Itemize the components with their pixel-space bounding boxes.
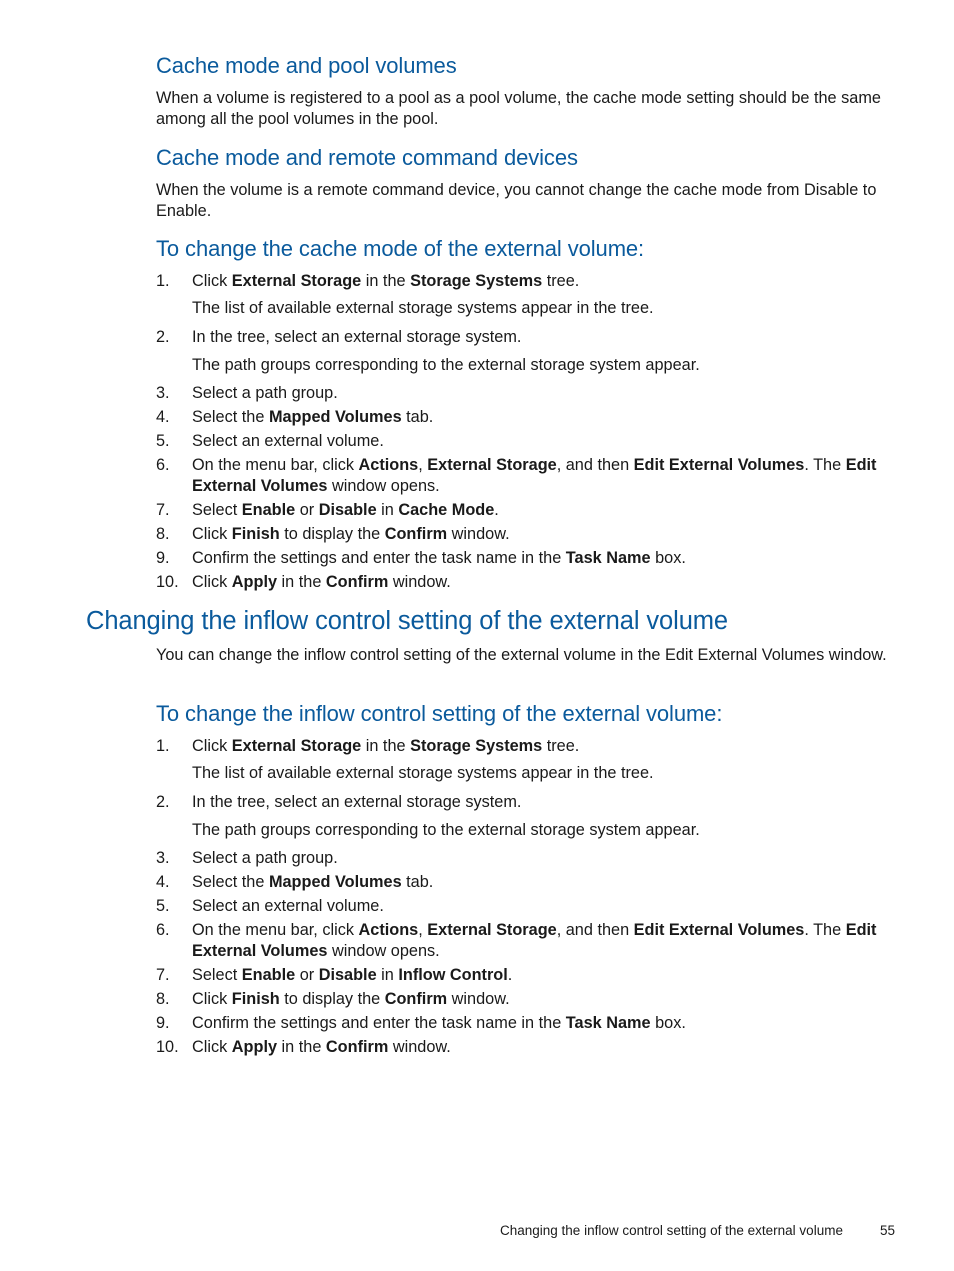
step-result-text: The path groups corresponding to the external storage system appear.: [192, 356, 700, 374]
step-number: 10.: [156, 1038, 179, 1056]
heading-inflow-main: Changing the inflow control setting of the external volume: [86, 607, 728, 635]
heading-cache-pool: Cache mode and pool volumes: [156, 53, 457, 78]
step-text-run: ,: [418, 456, 428, 474]
paragraph-inflow-main: You can change the inflow control setting of the external volume in the Edit External Volumes window.: [156, 646, 887, 664]
heading-cache-remote: Cache mode and remote command devices: [156, 145, 578, 170]
ui-term: Inflow Control: [398, 966, 508, 984]
step-text: [192, 327, 892, 348]
ui-term: Confirm: [325, 1038, 389, 1056]
step-result-text: The list of available external storage systems appear in the tree.: [192, 764, 654, 782]
footer-page-number: 55: [880, 1223, 896, 1238]
step-text: [192, 548, 892, 569]
step-text-run: Select: [192, 966, 242, 984]
step-text-run: tab.: [401, 873, 434, 891]
step-text-run: Select: [192, 501, 242, 519]
step-text-run: in the: [277, 573, 326, 591]
ui-term: Task Name: [565, 1014, 651, 1032]
step-text: [192, 524, 892, 545]
ui-term: Storage Systems: [410, 272, 543, 290]
step-text-run: Confirm the settings and enter the task name in the: [192, 1014, 566, 1032]
step-result-text: The list of available external storage systems appear in the tree.: [192, 299, 654, 317]
heading-cache-procedure: To change the cache mode of the external volume:: [156, 236, 645, 261]
ui-term: Edit External Volumes: [192, 456, 877, 495]
step-text: [192, 896, 892, 917]
step-text-run: ,: [418, 921, 428, 939]
step-text-run: Click: [192, 525, 232, 543]
ui-term: Confirm: [384, 525, 448, 543]
step-text-run: , and then: [556, 456, 634, 474]
step-result-text: The path groups corresponding to the external storage system appear.: [192, 821, 700, 839]
step-number: 3.: [156, 849, 170, 867]
ui-term: Actions: [358, 456, 419, 474]
step-number: 5.: [156, 432, 170, 450]
step-text-run: Select an external volume.: [192, 432, 384, 450]
step-number: 10.: [156, 573, 179, 591]
step-text-run: in: [376, 501, 399, 519]
step-number: 5.: [156, 897, 170, 915]
ui-term: Actions: [358, 921, 419, 939]
step-text: [192, 989, 892, 1010]
step-text: [192, 407, 892, 428]
step-text-run: Select the: [192, 873, 269, 891]
step-number: 2.: [156, 793, 170, 811]
ui-term: External Storage: [231, 272, 362, 290]
step-text-run: Select an external volume.: [192, 897, 384, 915]
step-text-run: in the: [277, 1038, 326, 1056]
step-number: 8.: [156, 990, 170, 1008]
ui-term: Apply: [231, 1038, 278, 1056]
step-text-run: .: [507, 966, 513, 984]
ui-term: Confirm: [384, 990, 448, 1008]
ui-term: Mapped Volumes: [268, 408, 402, 426]
ui-term: External Storage: [427, 456, 557, 474]
ui-term: Storage Systems: [410, 737, 543, 755]
step-number: 2.: [156, 328, 170, 346]
ui-term: Mapped Volumes: [268, 873, 402, 891]
step-text-run: Confirm the settings and enter the task name in the: [192, 549, 566, 567]
step-text-run: Click: [192, 573, 232, 591]
step-text: [192, 1013, 892, 1034]
step-text-run: In the tree, select an external storage system.: [192, 793, 522, 811]
step-text-run: Click: [192, 272, 232, 290]
step-text: [192, 920, 892, 962]
step-text-run: box.: [650, 1014, 686, 1032]
ui-term: Edit External Volumes: [633, 921, 805, 939]
step-text: [192, 431, 892, 452]
step-text-run: window.: [447, 525, 510, 543]
step-text-run: .: [494, 501, 499, 519]
step-number: 9.: [156, 549, 170, 567]
step-text: [192, 271, 892, 292]
step-text-run: to display the: [279, 990, 385, 1008]
step-number: 4.: [156, 873, 170, 891]
step-text: [192, 455, 892, 497]
step-text-run: Select a path group.: [192, 384, 338, 402]
step-text: [192, 572, 892, 593]
step-text: [192, 1037, 892, 1058]
ui-term: Finish: [231, 990, 280, 1008]
step-text-run: in the: [361, 737, 411, 755]
ui-term: Disable: [318, 966, 377, 984]
step-text-run: Click: [192, 990, 232, 1008]
step-text-run: . The: [804, 456, 846, 474]
ui-term: Enable: [241, 501, 296, 519]
step-number: 7.: [156, 501, 170, 519]
paragraph-cache-remote: When the volume is a remote command device, you cannot change the cache mode from Disable to Enable.: [156, 181, 877, 220]
step-text-run: Select the: [192, 408, 269, 426]
step-text-run: Click: [192, 737, 232, 755]
step-number: 6.: [156, 921, 170, 939]
heading-inflow-procedure: To change the inflow control setting of the external volume:: [156, 701, 723, 726]
step-text-run: window.: [388, 573, 451, 591]
step-text-run: On the menu bar, click: [192, 456, 359, 474]
step-text: [192, 383, 892, 404]
step-text-run: Click: [192, 1038, 232, 1056]
step-text: [192, 736, 892, 757]
step-text: [192, 872, 892, 893]
paragraph-cache-pool: When a volume is registered to a pool as a pool volume, the cache mode setting should be the same among all the pool volumes in the pool.: [156, 89, 881, 128]
ui-term: Apply: [231, 573, 278, 591]
ui-term: Edit External Volumes: [633, 456, 805, 474]
step-text: [192, 848, 892, 869]
step-text-run: On the menu bar, click: [192, 921, 359, 939]
ui-term: External Storage: [427, 921, 557, 939]
ui-term: Confirm: [325, 573, 389, 591]
step-text-run: window.: [388, 1038, 451, 1056]
step-text-run: . The: [804, 921, 846, 939]
step-text-run: window.: [447, 990, 510, 1008]
ui-term: Task Name: [565, 549, 651, 567]
ui-term: Disable: [318, 501, 377, 519]
step-text-run: box.: [650, 549, 686, 567]
step-number: 9.: [156, 1014, 170, 1032]
step-text-run: , and then: [556, 921, 634, 939]
ui-term: External Storage: [231, 737, 362, 755]
step-text-run: window opens.: [327, 477, 440, 495]
step-text-run: In the tree, select an external storage system.: [192, 328, 522, 346]
step-text: [192, 965, 892, 986]
step-number: 4.: [156, 408, 170, 426]
step-text-run: window opens.: [327, 942, 440, 960]
step-text-run: in the: [361, 272, 411, 290]
step-text-run: tab.: [401, 408, 434, 426]
ui-term: Enable: [241, 966, 296, 984]
step-number: 8.: [156, 525, 170, 543]
step-text-run: or: [295, 966, 319, 984]
ui-term: Finish: [231, 525, 280, 543]
ui-term: Edit External Volumes: [192, 921, 877, 960]
step-number: 6.: [156, 456, 170, 474]
step-text-run: Select a path group.: [192, 849, 338, 867]
step-text: [192, 792, 892, 813]
step-number: 1.: [156, 737, 170, 755]
step-number: 1.: [156, 272, 170, 290]
step-text-run: to display the: [279, 525, 385, 543]
step-number: 7.: [156, 966, 170, 984]
step-text-run: tree.: [542, 737, 580, 755]
step-text: [192, 500, 892, 521]
step-text-run: tree.: [542, 272, 580, 290]
footer-running-title: Changing the inflow control setting of the external volume: [500, 1223, 843, 1238]
step-text-run: in: [376, 966, 399, 984]
step-text-run: or: [295, 501, 319, 519]
step-number: 3.: [156, 384, 170, 402]
ui-term: Cache Mode: [398, 501, 495, 519]
